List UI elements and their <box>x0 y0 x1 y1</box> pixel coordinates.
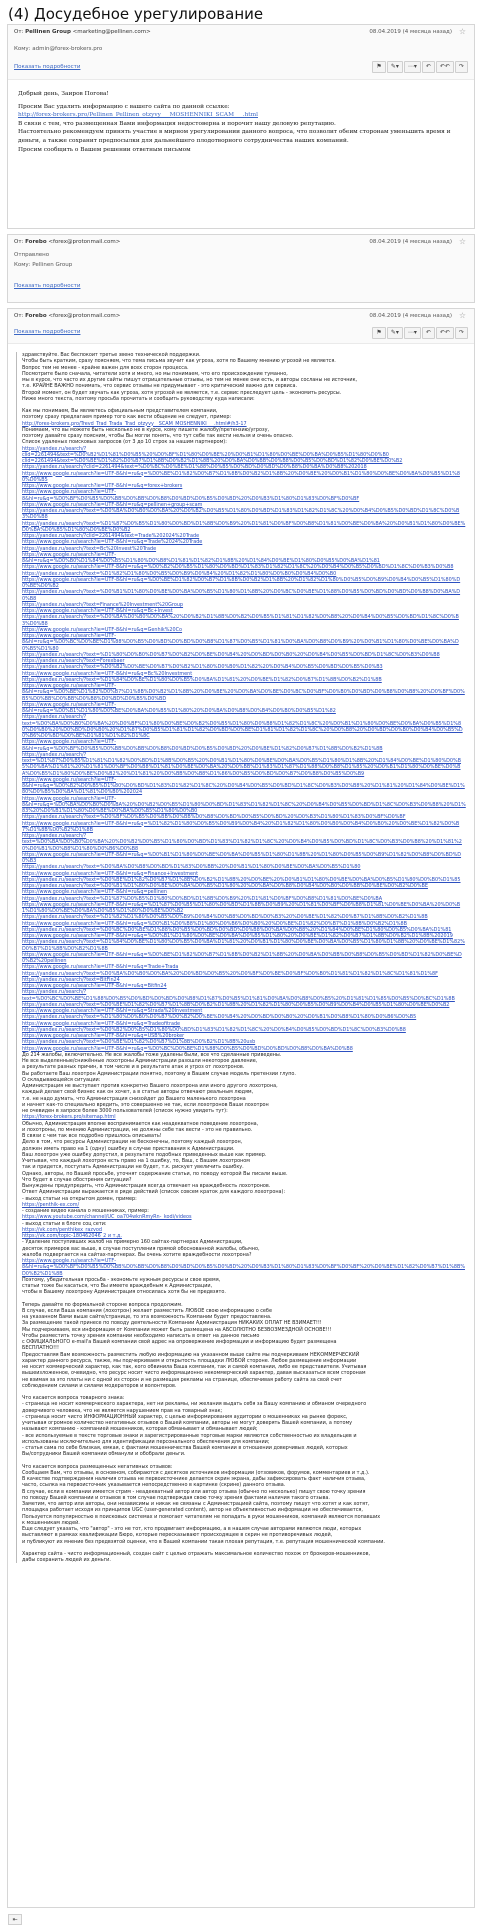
search-link[interactable]: https://www.google.ru/search?ie=UTF-8&hl=ru&q=Bc+Invest <box>22 608 173 614</box>
text-line: не носит коммерческий характер, как так, кого обвинила Ваша компания, так и самой компании, либо ее представителя. Учитывая <box>22 1364 367 1370</box>
sender-name: Forebo <box>25 313 47 319</box>
sender-email: <marketing@pellinen.com> <box>72 29 151 35</box>
search-link[interactable]: https://yandex.ru/search/?text=%D0%B2%D0%B5%D1%80%D0%BD%D1%83%D1%82%D1%8C%20%D0%B4%D0%B5%D0%BD%D1%8C%D0%B3%D0%B8 <box>22 1026 406 1033</box>
search-link[interactable]: https://vk.com/penthikex_razvod <box>22 1226 102 1233</box>
search-link[interactable]: https://forex-brokers.pro/sitemap.html <box>22 1114 116 1121</box>
message-date: 08.04.2019 (4 месяца назад) <box>369 239 452 245</box>
search-link[interactable]: https://yandex.ru/search/?text=%D0%BC%D0%BE%D1%88%D0%B5%D0%BD%D0%BD%D0%B8%D0%BA%D0%B8%20%D1%84%D0%BE%D1%80%D0%B5%D0%BA%D1%81 <box>22 926 452 933</box>
body-line: Просим сообщить о Вашем решении ответным письмом <box>18 146 191 153</box>
search-link[interactable]: http://forex-brokers.pro/Trevd_Trad_Trada_Trad_otzyvy__SCAM_MOSHENNIKI___.html#/h3-17 <box>22 420 247 427</box>
page-title: (4) Досудебное урегулирование <box>8 5 264 23</box>
search-link[interactable]: https://www.google.ru/search?ie=UTF-8&hl=ru&q=Tradeofitrade <box>22 1020 181 1027</box>
text-line: на указанном Вами выше сайте/странице, то эта возможность Компании будет предоставлена. <box>22 1314 272 1320</box>
email-message-2[interactable] <box>7 234 475 303</box>
flag-button[interactable]: ⚑ <box>372 327 385 339</box>
text-line: Однако, авторы, по Вашей просьбе, уточнят содержание статьи, по поводу которой Вы писали выше. <box>22 1170 288 1177</box>
text-line: т.е. КРАЙНЕ ВАЖНО понимать, что сервис отзывы не придумывает - это критический важно для сервиса. <box>22 383 298 390</box>
text-line: а результате разных причин, в том числе и в результате атак и угроз от лохотронов. <box>22 1064 245 1071</box>
text-line: Сообщаем Вам, что отзывы, в основном, собираются с десятков источников информации (отзовиков, форумов, комментариев и т.д.). <box>22 1469 370 1476</box>
text-line: поэтому давайте сразу поясним, чтобы Вы могли понять, что тут себе так вести нельзя и очень опасно. <box>22 433 294 439</box>
text-line: - страница не носит коммерческого характера, нет ни рекламы, ни желания выдать себя за Вашу компанию и обманом очередного <box>22 1401 367 1408</box>
text-line: доверчивого человека, что не является нарушением прав на товарный знак; <box>22 1407 223 1414</box>
search-link[interactable]: https://yandex.ru/search/? <box>22 445 87 452</box>
search-link[interactable]: text=%D1%87%D0%B5%D1%81%D1%82%D0%BD%D1%8B%D0%B5%20%D0%B1%D1%80%D0%BE%D0%BA%D0%B5%D1%80%D1%8B%20%D1%84%D0%BE%D1%80%D0%B5%D0%BA%D1%81%20%D1%81%D0%BF%D0%B8%D1%81%D0%BE%D0%BA%20%D0%BB%D1%83%D1%87%D1%88%D0%B8%D1%85%20%D0%B1%D1%80%D0%BE%D0%BA%D0%B5%D1%80%D0%BE%D0%B2%20%D1%81%20%D0%BB%D0%B8%D1%86%D0%B5%D0%BD%D0%B7%D0%B8%D0%B5%D0%B9 <box>22 758 462 777</box>
sender[interactable]: От: Pellinen Group <marketing@pellinen.com> <box>14 29 151 35</box>
search-link[interactable]: https://www.google.ru/search?ie=UTF- <box>22 1258 116 1264</box>
search-link[interactable]: https://yandex.ru/search/?text=%D0%BA%D0%B0%D0%BA%20%D0%B2%D0%B5%D1%80%D0%BD%D1%83%D1%82%D1%8C%20%D0%B4%D0%B5%D0%BD%D1%8C%D0%B3%D0%B8 <box>22 508 460 521</box>
text-line: - создание видео канала о мошенниках, пример: <box>22 1208 149 1214</box>
text-line: Ответ Администрации выражается в ряде действий (список совсем краток для каждого лохотрона): <box>22 1189 286 1196</box>
search-link[interactable]: https://yandex.ru/search/?text=%D1%80%D0%B0%D0%B7%D0%B2%D0%BE%D0%B4%20%D0%BD%D0%B0%20%D0%B4%D0%B5%D0%BD%D1%8C%D0%B3%D0%B8 <box>22 651 440 658</box>
search-link[interactable]: https://www.google.ru/search?ie=UTF-8&hl=ru&q=Bc%20Investment <box>22 670 193 677</box>
search-link[interactable]: https://www.google.ru/search?ie=UTF-8&hl=ru&q=Finance+Investment <box>22 870 199 877</box>
search-link[interactable]: https://www.google.ru/search?ie=UTF-8&hl=ru&q=%D0%BE%D1%82%D0%B7%D1%8B%D0%B2%D1%8B%20%D0%BA%D0%BB%D0%B8%D0%B5%D0%BD%D1%82%D0%BE%D0%B2%20pellinen <box>22 951 462 964</box>
text-line: и лохотроны, по мнению Администрации, не должны себе так вести - это не правильно. <box>22 1126 253 1133</box>
search-link[interactable]: https://yandex.ru/search/? <box>22 833 87 839</box>
search-link[interactable]: https://www.google.ru/search?ie=UTF-8&hl=ru&q=USB%20broker <box>22 1033 185 1039</box>
search-link[interactable]: https://yandex.ru/search/?text=%D0%BE%D1%82%D0%B7%D1%8B%D0%B2%D1%8B%20%D0%BE%20%D0%B1%D1%80%D0%BE%D0%BA%D0%B5%D1%80%D0%B0%D1%85 <box>22 876 461 883</box>
body-line: В связи с тем, что размещенная Вами информация недостоверна и порочит нашу деловую репутацию. <box>18 120 336 127</box>
text-line: Посмотрите было сначала, читатели хотя и много, но мы понимаем, что его происхождение туманно, <box>22 370 288 377</box>
message-toolbar <box>372 327 468 339</box>
text-line: вышеизложенное, очевидно, что ресурс носит чисто информационно некоммерческий характер, давая высказаться всем сторонам <box>22 1370 366 1377</box>
search-link[interactable]: https://yandex.ru/search/?text=Forexbaer <box>22 658 125 664</box>
text-line: О складывающейся ситуации: <box>22 1076 101 1083</box>
text-line: Понимаем, что вы можете быть несколько не в курсе, кому пишете жалобу/претензию/угрозу, <box>22 426 270 433</box>
search-link[interactable]: https://www.google.ru/search?ie=UTF-8&hl=ru&q=%D0%B1%D1%80%D0%BE%D0%BA%D0%B5%D1%80%20%D0%BE%D1%82%D0%B7%D1%8B%D0%B2%D1%8B%202019 <box>22 933 453 939</box>
search-link[interactable]: https://www.google.ru/search?ie=UTF- <box>22 795 116 802</box>
more-button[interactable]: ⋯▾ <box>404 61 421 73</box>
text-line: не взимая за это платы ни с одной из сторон и не размещая рекламы на странице, обеспечивая работу сайта за свой счет <box>22 1376 343 1383</box>
email-header <box>8 235 474 302</box>
text-line: здравствуйте. Вас беспокоит третье звено технической поддержки. <box>22 352 201 358</box>
text-line: - Удаление поступивших жалоб на примерно 160 сайтах-партнерах Администрации, <box>22 1239 243 1246</box>
search-link[interactable]: https://yandex.ru/search/?text=%D1%82%D1%80%D0%B5%D0%B9%D0%B4%20%D1%82%D1%80%D0%B0%D0%B4%D0%B0 <box>22 570 337 577</box>
text-line: характер данного ресурса, также, мы подчеркиваем и открытость площадки ЛЮБОЙ стороне. Любое размещение информации <box>22 1357 357 1364</box>
search-link[interactable]: 8&hl=ru&q=%D0%BF%D0%B5%D0%BB%D0%BB%D0%B8%D0%BD%D0%B5%D0%BD%20%D0%B3%D1%80%D1%83%D0%BF%D0%BF <box>22 495 360 502</box>
text-line: т.е. не надо думать, что Администрация снизойдет до Вашего маленького лохотрона <box>22 1095 246 1102</box>
quoted-text <box>16 352 466 1563</box>
search-link[interactable]: https://www.google.ru/search?ie=UTF- <box>22 489 116 496</box>
text-line: За размещение такой принесе по поводу деятельности Компании Администрация НИКАКИХ ОПЛАТ НЕ ВЗИМАЕТ!!! <box>22 1320 322 1327</box>
text-line: Вопрос тем не менее - крайне важен для всех сторон процесса. <box>22 364 189 371</box>
text-line: Список удаленых поисковых запросов (от 3 до 10 строк за нашим партнером): <box>22 439 227 446</box>
text-line: должен иметь право на 1 (одну) ошибку в случае приставания к Администрации. <box>22 1145 235 1152</box>
text-line: - страница носит чисто ИНФОРМАЦИОННЫЙ характер, с целью информирования аудитории о мошенниках на рынке форекс, <box>22 1413 348 1420</box>
search-link[interactable]: https://yandex.ru/search/?clid=2261494&text=%D0%BC%D0%BE%D1%88%D0%B5%D0%BD%D0%BD%D0%B8%D0%BA%D0%B8%202018 <box>22 464 367 471</box>
text-line: Что касается вопроса размещенных негативных отзывов: <box>22 1463 173 1470</box>
search-link[interactable]: https://www.google.ru/search?ie=UTF-8&hl=ru&q=pellinen+group+scam <box>22 501 203 508</box>
text-line: БЕСПЛАТНО!!! <box>22 1345 59 1352</box>
text-line: учитывая огромное количество негативных отзывов о Вашей компании, авторы не могут доверять Вашей компании, а потому <box>22 1420 353 1426</box>
text-line: часто, ссылка на первоисточник указывается непосредственно в картинке (скрине) данного отзыва. <box>22 1482 286 1489</box>
email-header <box>8 309 474 344</box>
text-line: статьи тоже бы касаться, что Вы имеете враждебным к Администрации, <box>22 1283 213 1289</box>
search-link[interactable]: https://www.google.ru/search?ie=UTF- <box>22 739 116 746</box>
email-body <box>8 344 474 1567</box>
more-button[interactable]: ⋯▾ <box>404 327 421 339</box>
email-message-1 <box>7 24 475 229</box>
text-line: Заметим, что автор или авторы, они независимы и никак не связаны с Администрацией сайта, поэтому пишут что хотят и как хотят, <box>22 1501 370 1507</box>
body-line: Настоятельно рекомендуем принять участие в мирном урегулировании данного вопроса, что позволит обеим сторонам уменьшить время и деньги, а также сохранит предпосылки для дальнейшего плодотворного сотрудничества наших компаний. <box>18 129 451 144</box>
search-link[interactable]: 8&hl=ru&q=%D0%B2%D0%B5%D1%80%D0%BD%D1%83%D1%82%D1%8C%20%D0%B4%D0%B5%D0%BD%D1%8C%D0%B3%D0%B8%20%D1%81%20%D1%84%D0%BE%D1%80%D0%B5%D0%BA%D1%81%D0%B0%202024 <box>22 783 465 796</box>
search-link[interactable]: https://yandex.ru/search/?text=Finance%20Investment%20Group <box>22 601 184 608</box>
text-line: - выход статьи на открытом домен, пример: <box>22 1195 137 1202</box>
search-link[interactable]: https://www.google.ru/search?ie=UTF-8&hl=ru&q=%D0%BE%D1%82%D0%B7%D1%8B%D0%B2%D1%8B%20%D0%BE%20%D0%B1%D1%80%D0%BE%D0%BA%D0%B5%D1%80%D0%B5 <box>22 470 460 483</box>
message-date: 08.04.2019 (4 месяца назад) <box>369 29 452 35</box>
text-line: Ваш лохотрон уже ошибку допустил, в результате подобных приведенных выше как пример. <box>22 1151 267 1158</box>
search-link[interactable]: https://www.google.ru/search?ie=UTF- <box>22 701 116 708</box>
reply-button[interactable]: ↶ <box>422 327 435 339</box>
sender-name: Forebo <box>25 239 47 245</box>
tag-button[interactable]: ✎▾ <box>387 61 403 73</box>
search-link[interactable]: https://yandex.ru/search/?text=%D1%82%D1%80%D0%B5%D0%B9%D0%B4%D0%B8%D0%BD%D0%B3%20%D0%BE%D1%82%D0%B7%D1%8B%D0%B2%D1%8B <box>22 914 428 921</box>
text-line: и публикуют их мнение без предвзятой оценки, что в Вашей компании такая плохая репутация, т.е. репутация мошеннической компании. <box>22 1538 385 1545</box>
text-line: выставляют в рамках квалификации Бюро, которые пересказывают происходящее в скрин не противоречивых людей, <box>22 1532 333 1539</box>
text-line: Еще следует указать, что "автор" - это не тот, кто продвигает информацию, а в нашем случае авторами являются люди, которых <box>22 1526 362 1532</box>
search-link[interactable]: https://yandex.ru/search/?text=%D1%80%D0%B0%D0%B7%D0%B2%D0%BE%D0%B4%20%D0%BD%D0%B0%20%D0%B1%D0%B8%D1%80%D0%B6%D0%B5 <box>22 1014 417 1021</box>
search-link[interactable]: text=%D0%BA%D0%B0%D0%BA%20%D0%BF%D1%80%D0%BE%D0%B2%D0%B5%D1%80%D0%B8%D1%82%D1%8C%20%D0%B1%D1%80%D0%BE%D0%BA%D0%B5%D1%80%D0%B0%20%D0%BD%D0%B0%20%D1%87%D0%B5%D1%81%D1%82%D0%BD%D0%BE%D1%81%D1%82%D1%8C%20%D0%B8%20%D0%BD%D0%B0%D0%B4%D0%B5%D0%B6%D0%BD%D0%BE%D1%81%D1%82%D1%8C <box>22 720 463 739</box>
text-line: В качестве подтверждения наличия отзыва не первоисточнике делается скрин экрана, дабы зафиксировать факт наличия отзыва, <box>22 1476 366 1482</box>
text-line: Вынуждены предупредить, что Администрация всегда отвечает на враждебность лохотронов. <box>22 1183 271 1189</box>
search-link[interactable]: 8&hl=ru&q=%D0%B1%D1%80%D0%BE%D0%BA%D0%B5%D1%80%20%D0%BA%D0%B8%D0%B4%D0%B0%D0%B5%D1%82 <box>22 708 336 714</box>
sender[interactable]: От: Forebo <forex@protonmail.com> <box>14 313 121 319</box>
text-line: к мошенникам людей. <box>22 1519 80 1526</box>
quote-intro <box>22 352 466 446</box>
text-line: дабы сохранить людей их деньги. <box>22 1557 111 1563</box>
quote-closing <box>22 1052 466 1564</box>
reply-all-button[interactable]: ↶↶ <box>436 327 454 339</box>
search-link[interactable]: https://yandex.ru/search/?text=%D0%BE%D1%82%D0%B7%D1%8B%D0%B2%D1%8B%20usb <box>22 1039 256 1046</box>
email-header <box>8 25 474 80</box>
text-line: жалоба подвергается на сайтах-партнерах. Вы очень хотите враждебности лохотрона? <box>22 1251 252 1258</box>
search-link[interactable]: https://www.google.ru/search?ie=UTF-8&hl=ru&q=Genhik%20Co <box>22 626 183 633</box>
search-link[interactable]: https://yandex.ru/search/? <box>22 714 87 721</box>
search-link[interactable]: https://yandex.ru/search/?text=%D1%87%D0%B5%D1%80%D0%BD%D1%8B%D0%B9%20%D1%81%D0%BF%D0%B8%D1%81%D0%BE%D0%BA%20%D0%B1%D1%80%D0%BE%D0%BA%D0%B5%D1%80%D0%BE%D0%B2 <box>22 520 466 533</box>
text-line: использованы исключительно для идентификации персонального обеспечения для компании; <box>22 1438 270 1445</box>
show-details-link[interactable]: Показать подробности <box>14 64 81 70</box>
sender-email: <forex@protonmail.com> <box>48 313 121 319</box>
text-line: Мы подчеркиваем, вся информация от Компании может быть размещена на АБСОЛЮТНО БЕЗВОЗМЕЗДНОЙ ОСНОВЕ!!! <box>22 1326 332 1333</box>
email-message-3 <box>7 308 475 1908</box>
search-link[interactable]: https://www.google.ru/search?ie=UTF-8&hl=ru&q=%D1%82%D1%80%D0%B5%D0%B9%D0%B4%20%D1%82%D1%80%D0%B0%D0%B4%D0%B0%20%D0%BE%D1%82%D0%B7%D1%8B%D0%B2%D1%8B <box>22 820 460 833</box>
status-label: Отправлено <box>14 252 50 258</box>
search-link[interactable]: https://yandex.ru/search/?text=%D0%B1%D1%80%D0%BE%D0%BA%D0%B5%D1%80%20%D0%BA%D0%B8%D0%B4%D0%B0%D0%BB%D0%BE%D0%B2%D0%BE <box>22 883 428 889</box>
search-link[interactable]: https://www.google.ru/search?ie=UTF- <box>22 776 116 783</box>
email-body <box>8 80 474 164</box>
search-link[interactable]: https://yandex.ru/search/? <box>22 989 87 996</box>
search-link[interactable]: https://yandex.ru/search/?text=%D0%BF%D0%B5%D0%BB%D0%BB%D0%B8%D0%BD%D0%B5%D0%BD%20%D0%B3%D1%80%D1%83%D0%BF%D0%BF <box>22 814 406 821</box>
search-link[interactable]: https://www.google.ru/search?ie=UTF- <box>22 683 116 689</box>
search-link[interactable]: https://yandex.ru/search/? <box>22 751 87 758</box>
text-line: Дело в том, что ресурсы Администрации не бесконечны, поэтому каждый лохотрон, <box>22 1139 243 1146</box>
text-line: не очевиден в запросе более 3000 пользователей (список нужно увидеть тут): <box>22 1108 228 1114</box>
search-link[interactable]: https://penthik-ex.com/ <box>22 1201 80 1208</box>
sender-name: Pellinen Group <box>25 29 71 35</box>
text-line: Поэтому, убедительная просьба - экономьте нужным ресурсы и свое время, <box>22 1276 221 1283</box>
text-line: Чтобы разместить точку зрения компании необходимо написать в ответ на данное письмо <box>22 1332 260 1339</box>
search-link[interactable]: https://yandex.ru/search/?text=%D0%BA%D0%B0%D0%BA%20%D0%BD%D0%B5%20%D0%BF%D0%BE%D0%BF%D0%B0%D1%81%D1%82%D1%8C%D1%81%D1%8F <box>22 970 438 977</box>
text-line: Теперь давайте по формальной стороне вопроса продолжим. <box>22 1301 183 1308</box>
search-link[interactable]: https://www.youtube.com/channel/UC_oa704wknRmyRn-_kodi/videos <box>22 1214 192 1221</box>
search-link[interactable]: 8&hl=ru&q=%D0%BF%D0%B5%D0%BB%D0%BB%D0%B8%D0%BD%D0%B5%D0%BD%20%D0%BE%D1%82%D0%B7%D1%8B%D0%B2%D1%8B <box>22 745 383 752</box>
search-link[interactable]: https://yandex.ru/search/?text=BitFin24 <box>22 976 120 983</box>
text-line: Что касается вопроса товарного знака: <box>22 1395 125 1401</box>
text-line: Как мы понимаем, Вы являетесь официальным представителем компании, <box>22 408 218 414</box>
search-link[interactable]: https://www.google.ru/search?ie=UTF-8&hl=ru&q=pellinen <box>22 889 167 896</box>
search-link[interactable]: https://yandex.ru/search/?text=Bc%20Invest%20Trade <box>22 545 157 552</box>
search-link[interactable]: https://yandex.ru/search/?text=%D0%BA%D0%B0%D0%BA%20%D0%B2%D1%8B%D0%B2%D0%B5%D1%81%D1%82%D0%B8%20%D0%B4%D0%B5%D0%BD%D1%8C%D0%B3%D0%B8 <box>22 614 459 627</box>
search-link[interactable]: 8&hl=ru&q=%D0%BE%D1%82%D0%B7%D1%8B%D0%B2%D1%8B%20%D0%BE%20%D0%BA%D0%BE%D0%BC%D0%BF%D0%B0%D0%BD%D0%B8%D0%B8%20%D0%BF%D0%B5%D0%BB%D0%BB%D0%B8%D0%BD%D0%B5%D0%BD <box>22 689 465 702</box>
text-line: Обычно, Администрация вполне воспринимается как неадекватное поведение лохотрона, <box>22 1120 259 1127</box>
text-line: В связи с чем так все подробно пришлось описывать! <box>22 1133 162 1139</box>
text-line: Администрация не выступает против конкретно Вашего лохотрона или иного другого лохотрона, <box>22 1083 278 1089</box>
text-line: чтобы в Вашему лохотрону Администрация относилась хотя бы не предвзято. <box>22 1289 226 1296</box>
text-line: поэтому сразу предлагаем пример того как вести общение не следует, пример: <box>22 414 232 421</box>
article-link[interactable]: http://forex-brokers.pro/Pellinen_Pellinen_otzyvy___MOSHENNIKI_SCAM___.html <box>18 112 258 119</box>
search-link[interactable]: clid=2261494&text=%D0%B2%D1%81%D0%B5%20%D0%BF%D1%80%D0%BE%20%D0%B1%D1%80%D0%BE%D0%BA%D0%B5%D1%80%D0%B0 <box>22 451 389 458</box>
text-line: - все используемые в тексте торговые знаки и зарегистрированные торговые марки являются собственностью их владельцев и <box>22 1432 357 1439</box>
text-line: и начнет как-то специально вредить, это совершенно не так, если лохотронов Ваши лохотрон <box>22 1101 269 1108</box>
recipient-line: Кому: admin@forex-brokers.pro <box>14 46 103 52</box>
text-line: Учитывая, что каждый лохотрон есть право на 1 ошибку, то, Ваш, с Вашим лохотроном <box>22 1158 250 1164</box>
search-link[interactable]: https://yandex.ru/search/?text=%D1%84%D0%BE%D1%80%D0%B5%D0%BA%D1%81%20%D0%B1%D1%80%D0%BE%D0%BA%D0%B5%D1%80%D1%8B%20%D0%BE%D1%82%D0%B7%D1%8B%D0%B2%D1%8B <box>22 939 465 952</box>
search-link[interactable]: https://www.google.ru/search?ie=UTF- <box>22 633 116 639</box>
text-line: с ОФИЦИАЛЬНОГО e-mail'a Вашей компании свой адрес на опровержение информации и информацию будет размещена <box>22 1339 337 1345</box>
text-line: Пользуется популярностью в поисковых системах и помогает читателям не попадать в руки мошенников, компаний являются попавших <box>22 1513 381 1520</box>
star-icon[interactable]: ☆ <box>458 311 466 320</box>
text-line: по поводу Вашей компании и отзывов в том случае подтверждая свою точку зрения фактами наличия такого отзыва. <box>22 1494 330 1501</box>
message-date: 08.04.2019 (4 месяца назад) <box>369 313 452 319</box>
forward-button[interactable]: ↷ <box>455 327 468 339</box>
search-link[interactable]: https://yandex.ru/search/?text=%D1%87%D0%B5%D1%80%D0%BD%D1%8B%D0%B9%20%D1%81%D0%BF%D0%B8%D1%81%D0%BE%D0%BA <box>22 895 383 902</box>
search-link[interactable]: https://www.google.ru/search?ie=UTF-8&hl=ru&q=%D1%87%D0%B5%D1%80%D0%BD%D1%8B%D0%B9%20%D1%81%D0%BF%D0%B8%D1%81%D0%BE%D0%BA%20%D0%B1%D1%80%D0%BE%D0%BA%D0%B5%D1%80%D0%BE%D0%B2 <box>22 901 461 914</box>
text-line: мы в курсе, что часто их другие сайты пишут отрицательные отзывы, но тем не менее они есть, и авторы сосланы не источник, <box>22 377 358 383</box>
search-link[interactable]: https://www.google.ru/search?ie=UTF-8&hl=ru&q=%D0%B1%D1%80%D0%BE%D0%BA%D0%B5%D1%80%D1%8B%20%D1%80%D0%B5%D0%B9%D1%82%D0%B8%D0%BD%D0%B3 <box>22 851 462 864</box>
message-toolbar <box>372 61 468 73</box>
text-line: Чтобы быть кратким, сразу поясняем, что тема письма звучит как угроза, хотя по Вашему мнению угрозой не является. <box>22 358 336 365</box>
text-line: Второй момент, он будет звучать как угроза, хотя угрозой не является, т.е. сервис преследует цель - экономить ресурсы. <box>22 389 342 396</box>
search-link[interactable]: https://yandex.ru/search/?text=%D1%84%D0%BE%D1%80%D0%B5%D0%BA%D1%81%20%D0%BE%D1%82%D0%B7%D1%8B%D0%B2%D1%8B <box>22 676 382 683</box>
text-line: Что будет в случае обострения ситуации? <box>22 1176 132 1183</box>
text-line: десяток примеров вас выше, в случае поступления прямой обоснованной жалобы, обычно, <box>22 1245 260 1252</box>
search-link[interactable]: https://yandex.ru/search/?text=%D0%BE%D1%82%D0%B7%D1%8B%D0%B2%D1%8B%20%D1%82%D1%80%D0%B5%D0%B9%D0%B4%D0%B5%D1%80%D0%BE%D0%B2 <box>22 1001 450 1008</box>
text-line: называют компанию - компанией мошенников, которая обманывает и обманывает людей; <box>22 1426 258 1433</box>
text-line: Вы/сотрудники Вашей компании обманули и обобрали деньги. <box>22 1451 186 1458</box>
recipient-line: Кому: Pellinen Group <box>14 262 73 268</box>
text-line: каждый делает свой бизнес как он хочет, а в статье авторы отвечают реальным людям, <box>22 1089 254 1096</box>
text-line: Ниже много текста, поэтому просьба прочитать и сообщить руководству куда написали: <box>22 395 255 402</box>
search-link[interactable]: 8&hl=ru&q=%D0%B0%D1%84%D0%B5%D1%80%D0%B8%D1%81%D1%82%D1%8B%20%D1%84%D0%BE%D1%80%D0%B5%D0%BA%D1%81 <box>22 558 380 564</box>
search-link[interactable]: https://www.google.ru/search?ie=UTF- <box>22 551 116 558</box>
search-link[interactable]: 8&hl=ru&q=%D0%BF%D0%B5%D0%BB%D0%BB%D0%B8%D0%BD%D0%B5%D0%BD%20%D0%B3%D1%80%D1%83%D0%BF%D0%BF%20%D0%BE%D1%82%D0%B7%D1%8B%D0%B2%D1%8B <box>22 1264 465 1277</box>
text-line: - выход статьи в блоге соц сети: <box>22 1220 107 1227</box>
search-link[interactable]: https://www.google.ru/search?ie=UTF-8&hl=ru&q=%D0%BC%D0%BE%D1%88%D0%B5%D0%BD%D0%BD%D0%B8%D0%BA%D0%B8 <box>22 1045 353 1052</box>
star-icon[interactable]: ☆ <box>458 27 466 36</box>
tag-button[interactable]: ✎▾ <box>387 327 403 339</box>
search-link[interactable]: https://www.google.ru/search?ie=UTF-8&hl=ru&q=%D0%B1%D0%B8%D1%80%D0%B6%D0%B0%20%D0%BE%D1%82%D0%B7%D1%8B%D0%B2%D1%8B <box>22 920 407 927</box>
reply-button[interactable]: ↶ <box>422 61 435 73</box>
show-details-link[interactable]: Показать подробности <box>14 329 81 335</box>
greeting: Добрый день, Заиров Погова! <box>18 91 109 97</box>
search-link[interactable]: 8&hl=ru&q=%D0%BA%D0%B0%D0%BA%20%D0%B2%D0%B5%D1%80%D0%BD%D1%83%D1%82%D1%8C%20%D0%B4%D0%B5%D0%BD%D1%8C%D0%B3%D0%B8%20%D1%83%20%D0%B1%D1%80%D0%BE%D0%BA%D0%B5%D1%80%D0%B0 <box>22 801 466 814</box>
search-link[interactable]: text=%D0%BA%D0%B0%D0%BA%20%D0%B2%D0%B5%D1%80%D0%BD%D1%83%D1%82%D1%8C%20%D0%B4%D0%B5%D0%BD%D1%8C%D0%B3%D0%B8%20%D1%81%20%D0%B1%D0%B8%D1%80%D0%B6%D0%B8 <box>22 839 462 852</box>
search-link[interactable]: https://www.google.ru/search?ie=UTF-8&hl=ru&q=Trade+Trada <box>22 964 179 971</box>
text-line: Вы работаете Ваш лохотрон Администрации понятно, поэтому в Вашем случае модель претензии глупо. <box>22 1070 296 1077</box>
search-link[interactable]: 8&hl=ru&q=%D0%BC%D0%BE%D1%88%D0%B5%D0%BD%D0%BD%D0%B8%D1%87%D0%B5%D1%81%D0%BA%D0%B8%D0%B9%20%D0%B1%D1%80%D0%BE%D0%BA%D0%B5%D1%80 <box>22 639 459 652</box>
search-link[interactable]: https://yandex.ru/search/?text=%D0%B2%D0%BE%D0%B7%D0%B2%D1%80%D0%B0%D1%82%20%D0%B4%D0%B5%D0%BD%D0%B5%D0%B3 <box>22 664 383 671</box>
search-link[interactable]: text=%D0%BC%D0%BE%D1%88%D0%B5%D0%BD%D0%BD%D0%B8%D1%87%D0%B5%D1%81%D0%BA%D0%B8%D0%B5%20%D1%81%D1%85%D0%B5%D0%BC%D1%8B <box>22 995 455 1002</box>
search-link[interactable]: https://www.google.ru/search?ie=UTF-8&hl=ru&q=Trade%2024%20Trade <box>22 539 203 546</box>
search-link[interactable]: https://www.google.ru/search?ie=UTF-8&hl=ru&q=Strada%20Investment <box>22 1008 203 1014</box>
search-link[interactable]: https://vk.com/topic-180462046_2 и т.д. <box>22 1233 122 1239</box>
text-line: В случае, если в компании имеется стрим - неадекватный автор или автор отзыва (обычно по несколько) пишут свою точку зрения <box>22 1488 366 1495</box>
search-link[interactable]: https://www.google.ru/search?ie=UTF-8&hl=ru&q=%D0%B2%D0%B5%D1%80%D0%BD%D1%83%D1%82%D1%8C%20%D0%B4%D0%B5%D0%BD%D1%8C%D0%B3%D0%B8 <box>22 564 454 571</box>
reply-all-button[interactable]: ↶↶ <box>436 61 454 73</box>
text-line: так и придется, поступать Администрации не будет, т.к. рискует увеличить ошибку. <box>22 1164 244 1171</box>
text-line: площадка работает исходя из принципов UGC (user-generated content), автор не объективностью информации не обеспечивается, <box>22 1507 363 1514</box>
search-link[interactable]: clid=2261494&text=%D0%BE%D1%82%D0%B7%D1%8B%D0%B2%D1%8B%20%D0%BA%D0%BB%D0%B8%D0%B5%D0%BD%D1%82%D0%BE%D0%B2 <box>22 458 403 464</box>
scroll-top-button[interactable]: ⇤ <box>8 1914 22 1925</box>
show-details-link[interactable]: Показать подробности <box>14 283 81 289</box>
sender[interactable]: От: Forebo <forex@protonmail.com> <box>14 239 121 245</box>
search-links-list <box>22 446 466 1052</box>
search-link[interactable]: https://yandex.ru/search/?clid=2261494&text=Trade%202024%20Trade <box>22 533 200 539</box>
search-link[interactable]: https://yandex.ru/search/?text=%D0%BA%D0%B8%D0%BD%D1%83%D0%BB%20%D0%B1%D1%80%D0%BE%D0%BA%D0%B5%D1%80 <box>22 864 361 871</box>
sender-email: <forex@protonmail.com> <box>48 239 121 245</box>
forward-button[interactable]: ↷ <box>455 61 468 73</box>
text-line: Характер сайта - чисто информационный, создан сайт с целью отражать максимальное количество похож от брокеров-мошенников, <box>22 1550 371 1557</box>
text-line: - статья сама по себе близкая, емкая, с фактами мошенничества Вашей компании в отношении доверчивых людей, которых <box>22 1445 348 1451</box>
text-line: соблюдением силами и силами модераторов и волонтеров. <box>22 1382 177 1389</box>
text-line: Предоставляя Вам возможность разместить любую информацию на указанном выше сайте мы подчеркиваем НЕКОММЕРЧЕСКИЙ <box>22 1351 360 1358</box>
search-link[interactable]: https://www.google.ru/search?ie=UTF-8&hl=ru&q=%D0%BE%D1%82%D0%B7%D1%8B%D0%B2%D1%8B%20%D1%82%D1%80%D0%B5%D0%B9%D0%B4%D0%B5%D1%80%D0%BE%D0%B2 <box>22 576 461 589</box>
search-link[interactable]: https://www.google.ru/search?ie=UTF-8&hl=ru&q=forex+brokers <box>22 483 183 489</box>
search-link[interactable]: https://www.google.ru/search?ie=UTF-8&hl=ru&q=Bitfin24 <box>22 983 167 989</box>
body-line: Просим Вас удалить информацию с вашего сайта по данной ссылке: <box>18 103 230 110</box>
star-icon[interactable]: ☆ <box>458 237 466 246</box>
text-line: Не все выделенные/снижённые лохотроны Администрации разошли некоторое давление, <box>22 1058 258 1064</box>
text-line: До 214 жалобы, включительно. Не все жалобы тоже удалены были, все что сделанные приведены. <box>22 1051 282 1058</box>
flag-button[interactable]: ⚑ <box>372 61 385 73</box>
text-line: В случае, если Ваша компания (лохотрон) желает разместить ЛЮБОЕ свою информацию о себе <box>22 1307 272 1314</box>
search-link[interactable]: https://yandex.ru/search/?text=%D0%B1%D1%80%D0%BE%D0%BA%D0%B5%D1%80%D1%8B%20%D0%BC%D0%BE%D1%88%D0%B5%D0%BD%D0%BD%D0%B8%D0%BA%D0%B8 <box>22 589 461 602</box>
